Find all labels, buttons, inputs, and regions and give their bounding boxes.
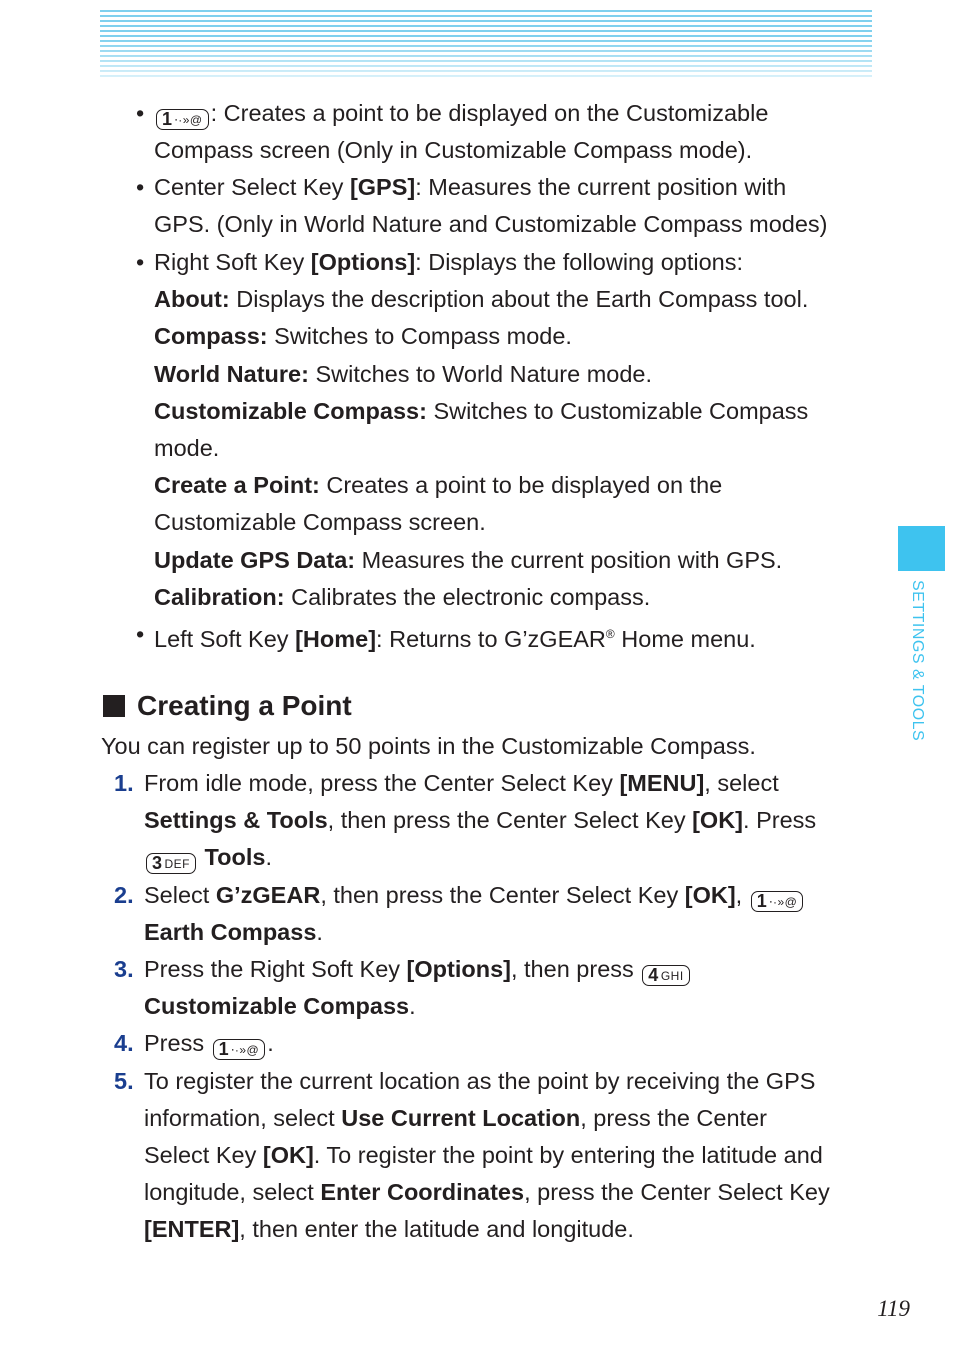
key-1-icon: 1 ⸱·»@ bbox=[156, 109, 209, 130]
step3-line1: Press the Right Soft Key [Options], then press 4 GHI bbox=[144, 954, 692, 986]
option-calibration: Calibration: Calibrates the electronic compass. bbox=[154, 584, 651, 610]
option-compass: Compass: Switches to Compass mode. bbox=[154, 323, 572, 349]
step5-line2: information, select Use Current Location, press the Center bbox=[144, 1105, 767, 1131]
step2-line2: Earth Compass. bbox=[144, 919, 323, 945]
step4-line1: Press 1 ⸱·»@ . bbox=[144, 1030, 274, 1059]
step5-line4: longitude, select Enter Coordinates, press the Center Select Key bbox=[144, 1179, 830, 1205]
step-number: 1. bbox=[114, 770, 134, 796]
step3-line2: Customizable Compass. bbox=[144, 993, 416, 1019]
option-customizable-compass: Customizable Compass: Switches to Customizable Compass bbox=[154, 398, 809, 424]
option-about: About: Displays the description about the Earth Compass tool. bbox=[154, 286, 809, 312]
step1-line1: From idle mode, press the Center Select Key [MENU], select bbox=[144, 770, 779, 796]
bullet-key1-line1: 1 ⸱·»@ : Creates a point to be displayed on the Customizable bbox=[154, 98, 768, 130]
bullet-dot: • bbox=[136, 100, 145, 126]
heading-square-icon bbox=[103, 695, 125, 717]
bullet-dot: • bbox=[136, 621, 145, 647]
bullet-options-line: Right Soft Key [Options]: Displays the following options: bbox=[154, 249, 744, 275]
bullet-dot: • bbox=[136, 249, 145, 275]
step-number: 2. bbox=[114, 882, 134, 908]
step2-line1: Select G’zGEAR, then press the Center Select Key [OK], 1 ⸱·»@ bbox=[144, 880, 805, 912]
step-number: 3. bbox=[114, 956, 134, 982]
key-1-icon: 1 ⸱·»@ bbox=[213, 1039, 266, 1060]
option-create-point-cont: Customizable Compass screen. bbox=[154, 509, 486, 535]
option-customizable-compass-cont: mode. bbox=[154, 435, 220, 461]
bullet-gps-line1: Center Select Key [GPS]: Measures the current position with bbox=[154, 174, 787, 200]
key-3-icon: 3 DEF bbox=[146, 853, 196, 874]
step-number: 5. bbox=[114, 1068, 134, 1094]
key-4-icon: 4 GHI bbox=[642, 965, 689, 986]
step1-line2: Settings & Tools, then press the Center Select Key [OK]. Press bbox=[144, 807, 817, 833]
key-1-icon: 1 ⸱·»@ bbox=[751, 891, 804, 912]
chapter-tab-marker bbox=[898, 526, 945, 571]
option-update-gps: Update GPS Data: Measures the current position with GPS. bbox=[154, 547, 783, 573]
page-number: 119 bbox=[877, 1296, 910, 1321]
step5-line1: To register the current location as the point by receiving the GPS bbox=[144, 1068, 816, 1094]
bullet-dot: • bbox=[136, 174, 145, 200]
step1-line3: 3 DEF Tools. bbox=[144, 842, 272, 874]
step5-line3: Select Key [OK]. To register the point by entering the latitude and bbox=[144, 1142, 823, 1168]
option-create-point: Create a Point: Creates a point to be displayed on the bbox=[154, 472, 723, 498]
header-stripe-fade bbox=[100, 10, 872, 80]
section-heading: Creating a Point bbox=[103, 689, 352, 723]
section-intro: You can register up to 50 points in the Customizable Compass. bbox=[101, 733, 756, 759]
chapter-side-label: SETTINGS & TOOLS bbox=[909, 580, 926, 742]
bullet-home-line: Left Soft Key [Home]: Returns to G’zGEAR® Home menu. bbox=[154, 625, 756, 652]
option-world-nature: World Nature: Switches to World Nature mode. bbox=[154, 361, 653, 387]
bullet-gps-line2: GPS. (Only in World Nature and Customizable Compass modes) bbox=[154, 211, 828, 237]
step5-line5: [ENTER], then enter the latitude and longitude. bbox=[144, 1216, 634, 1242]
bullet-key1-line2: Compass screen (Only in Customizable Compass mode). bbox=[154, 137, 753, 163]
step-number: 4. bbox=[114, 1030, 134, 1056]
